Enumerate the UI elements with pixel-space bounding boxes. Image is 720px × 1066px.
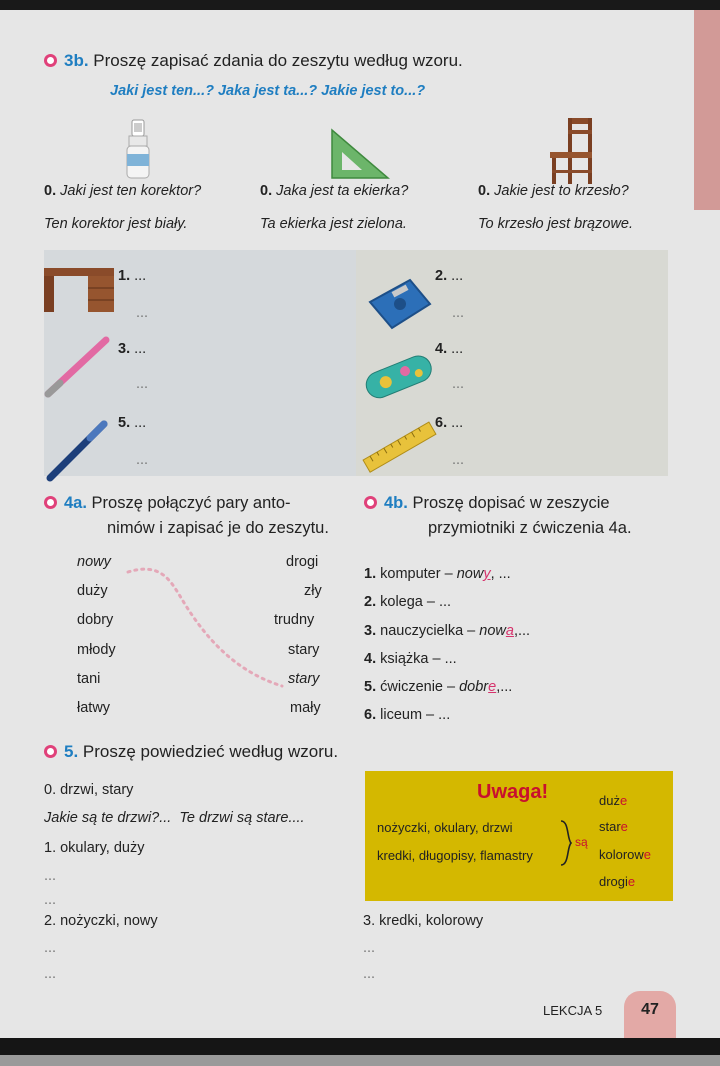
uwaga-verb: są [575, 835, 588, 849]
example-answer-3: To krzesło jest brązowe. [478, 216, 634, 232]
ex4b-instruction-l2: przymiotniki z ćwiczenia 4a. [428, 519, 632, 537]
ex5-item-1-dots-b: ... [44, 892, 57, 908]
ex3b-pattern: Jaki jest ten...? Jaka jest ta...? Jakie jest to...? [110, 83, 426, 99]
chair-icon [548, 116, 596, 186]
example-answer-1: Ten korektor jest biały. [44, 216, 188, 232]
item-2: 2. ... [435, 268, 464, 284]
uwaga-adj-4: drogie [599, 874, 636, 889]
item-2-dots: ... [452, 305, 465, 321]
antonym-left-5: tani [77, 671, 101, 687]
uwaga-adj-2: stare [599, 819, 628, 834]
example-answer-2: Ta ekierka jest zielona. [260, 216, 407, 232]
antonym-right-3: trudny [274, 612, 315, 628]
page-edge-tab [694, 10, 720, 210]
uwaga-nouns-line-1: nożyczki, okulary, drzwi [377, 820, 513, 835]
exercise-bullet-icon [364, 496, 377, 509]
footer-lesson: LEKCJA 5 [543, 1003, 603, 1018]
item-1-dots: ... [136, 305, 149, 321]
ex4b-item-2: 2. kolega – ... [364, 594, 452, 610]
ruler-icon [362, 420, 438, 476]
ex5-item-3-dots-a: ... [363, 940, 376, 956]
exercise-bullet-icon [44, 745, 57, 758]
exercise-bullet-icon [44, 496, 57, 509]
antonym-left-2: duży [77, 583, 108, 599]
ex4b-item-3: 3. nauczycielka – nowa,... [364, 623, 531, 639]
ex5-item-2-dots-b: ... [44, 966, 57, 982]
item-4: 4. ... [435, 341, 464, 357]
antonym-right-1: drogi [286, 554, 319, 570]
ex5-item-3: 3. kredki, kolorowy [363, 913, 484, 929]
workbook-page [0, 10, 720, 1038]
ex4a-heading: 4a. Proszę połączyć pary anto- [44, 494, 291, 513]
item-6-dots: ... [452, 452, 465, 468]
corrector-icon [125, 118, 151, 180]
item-4-dots: ... [452, 376, 465, 392]
antonym-left-6: łatwy [77, 700, 111, 716]
item-5-dots: ... [136, 452, 149, 468]
page-number-tab [624, 991, 676, 1038]
page-number: 47 [641, 1001, 659, 1018]
ex3b-number: 3b. [64, 51, 89, 70]
ex5-item-1: 1. okulary, duży [44, 840, 145, 856]
pencil-case-icon [360, 350, 436, 400]
ex4b-item-1: 1. komputer – nowy, ... [364, 566, 511, 582]
ex5-example-line: 0. drzwi, stary [44, 782, 134, 798]
ex3b-heading [44, 51, 463, 71]
antonym-left-3: dobry [77, 612, 114, 628]
antonym-right-5: stary [288, 671, 320, 687]
ex4b-item-5: 5. ćwiczenie – dobre,... [364, 679, 513, 695]
item-5: 5. ... [118, 415, 147, 431]
ex5-item-3-dots-b: ... [363, 966, 376, 982]
ex3b-instruction: Proszę zapisać zdania do zeszytu według wzoru. [93, 51, 463, 70]
desk-icon [44, 266, 114, 314]
ex4a-instruction-l2: nimów i zapisać je do zeszytu. [107, 519, 329, 537]
example-question-1: 0. Jaki jest ten korektor? [44, 183, 202, 199]
uwaga-nouns-line-2: kredki, długopisy, flamastry [377, 848, 533, 863]
antonym-left-1: nowy [77, 554, 111, 570]
set-square-icon [330, 128, 390, 180]
item-3: 3. ... [118, 341, 147, 357]
connection-dotted-line [120, 560, 290, 700]
antonym-right-2: zły [304, 583, 322, 599]
uwaga-adj-3: kolorowe [599, 847, 652, 862]
uwaga-adj-1: duże [599, 793, 628, 808]
ex4b-item-4: 4. książka – ... [364, 651, 457, 667]
brace-icon [559, 819, 573, 867]
exercise-bullet-icon [44, 54, 57, 67]
bottom-bar-grey [0, 1055, 720, 1066]
sharpener-icon [366, 276, 436, 334]
item-1: 1. ... [118, 268, 147, 284]
ex4b-heading: 4b. Proszę dopisać w zeszycie [364, 494, 610, 513]
ex5-item-1-dots-a: ... [44, 868, 57, 884]
ex5-item-2-dots-a: ... [44, 940, 57, 956]
item-6: 6. ... [435, 415, 464, 431]
example-question-3: 0. Jakie jest to krzesło? [478, 183, 629, 199]
uwaga-title: Uwaga! [477, 781, 549, 803]
antonym-right-4: stary [288, 642, 320, 658]
pink-pen-icon [42, 334, 112, 400]
example-question-2: 0. Jaka jest ta ekierka? [260, 183, 409, 199]
ex5-heading: 5. Proszę powiedzieć według wzoru. [44, 742, 338, 762]
blue-pen-icon [44, 418, 110, 484]
antonym-right-6: mały [290, 700, 321, 716]
uwaga-box [365, 771, 673, 901]
ex4b-item-6: 6. liceum – ... [364, 707, 451, 723]
ex5-item-2: 2. nożyczki, nowy [44, 913, 158, 929]
item-3-dots: ... [136, 376, 149, 392]
antonym-left-4: młody [77, 642, 116, 658]
ex5-example-sentences: Jakie są te drzwi?... Te drzwi są stare.... [44, 810, 305, 826]
